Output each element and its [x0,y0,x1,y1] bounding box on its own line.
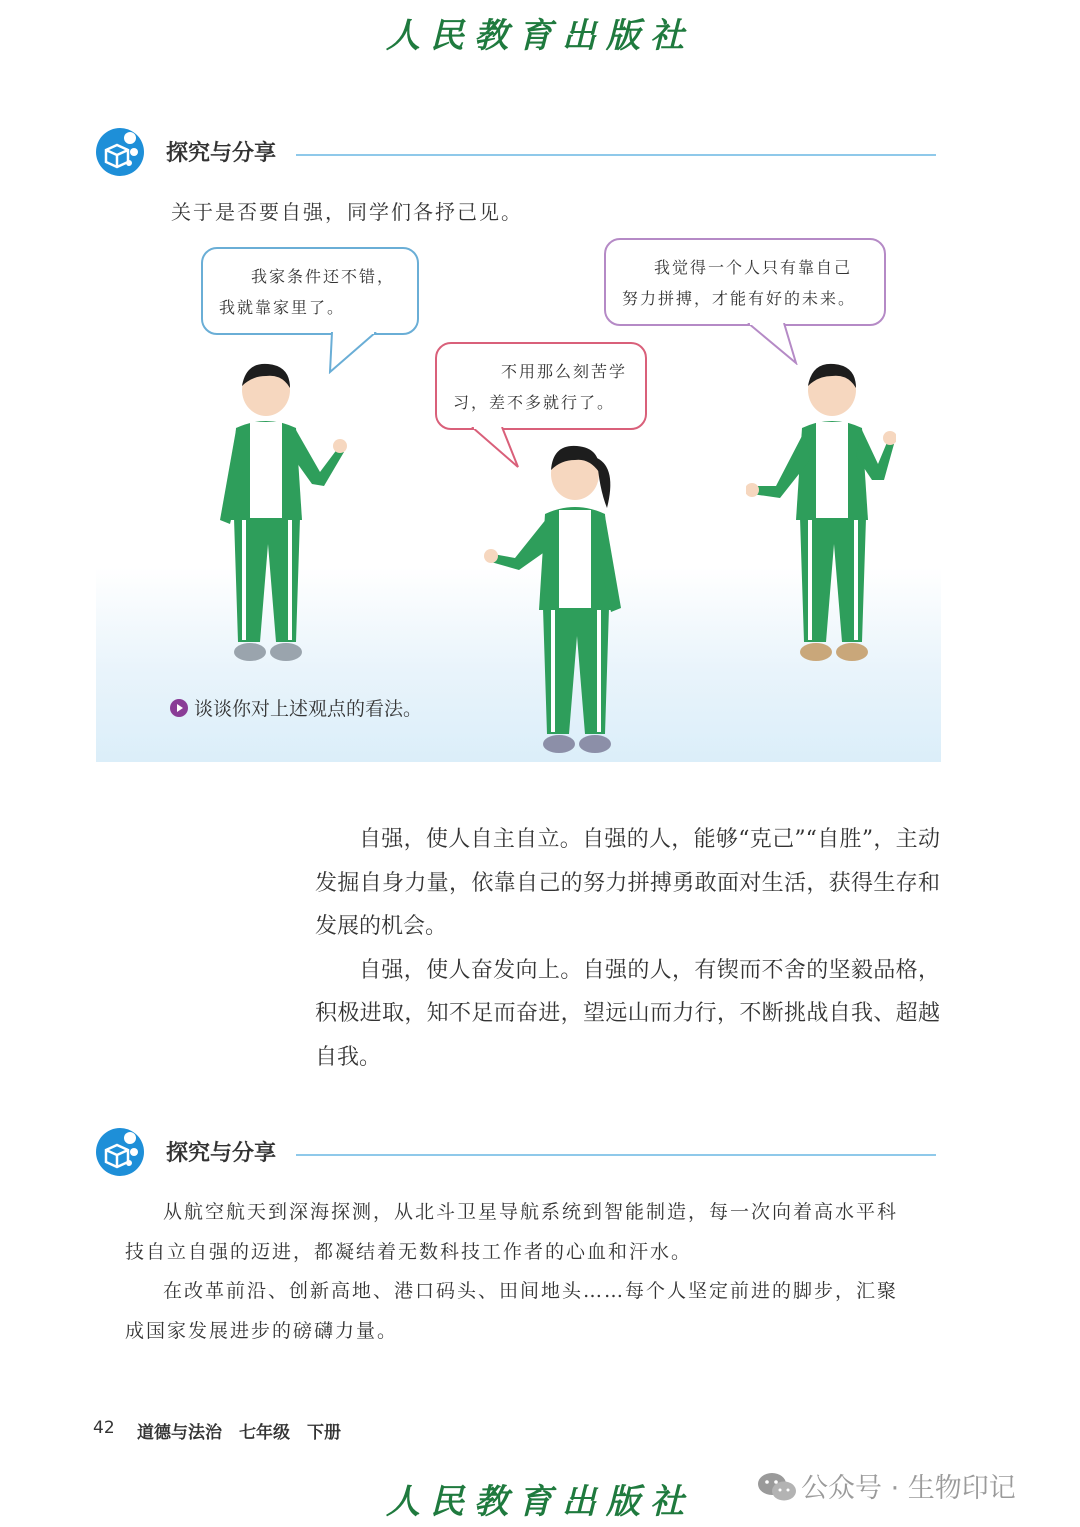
speech-text-left: 我家条件还不错，我就靠家里了。 [219,267,396,317]
speech-bubble-middle [435,342,647,430]
publisher-logo-top: 人民教育出版社 [386,16,694,56]
watermark [757,1466,1016,1505]
discussion-illustration [96,250,941,762]
speech-text-right: 我觉得一个人只有靠自己努力拼搏，才能有好的未来。 [622,258,857,308]
explore-icon [96,128,144,176]
prompt-text: 谈谈你对上述观点的看法。 [194,698,423,720]
intro-text: 关于是否要自强，同学们各抒己见。 [171,200,523,224]
discussion-prompt [170,694,422,721]
paragraph: 在改革前沿、创新高地、港口码头、田间地头……每个人坚定前进的脚步，汇聚成国家发展进步的磅礴力量。 [125,1280,899,1342]
paragraph: 自强，使人奋发向上。自强的人，有锲而不舍的坚毅品格，积极进取，知不足而奋进，望远山而力行，不断挑战自我、超越自我。 [315,957,940,1070]
section-title: 探究与分享 [166,141,277,166]
speech-bubble-right [604,238,886,326]
speech-tail-right [744,323,804,365]
publisher-logo-bottom: 人民教育出版社 [386,1482,694,1522]
paragraph: 从航空航天到深海探测，从北斗卫星导航系统到智能制造，每一次向着高水平科技自立自强的迈进，都凝结着无数科技工作者的心血和汗水。 [125,1201,899,1263]
explore-icon [96,1128,144,1176]
section-heading-1 [96,128,936,178]
student-boy-left [216,360,356,670]
wechat-icon [757,1471,797,1503]
page-number: 42 [93,1418,115,1438]
play-bullet-icon [170,699,188,717]
student-girl-middle [481,438,641,758]
divider-line [296,1154,936,1156]
watermark-text: 公众号 · 生物印记 [801,1473,1016,1504]
student-boy-right [746,360,896,670]
section2-text [125,1193,915,1351]
paragraph: 自强，使人自主自立。自强的人，能够“克己”“自胜”，主动发掘自身力量，依靠自己的努力拼搏勇敢面对生活，获得生存和发展的机会。 [315,827,940,939]
speech-bubble-left [201,247,419,335]
section-title: 探究与分享 [166,1141,277,1166]
main-body-text [315,818,940,1079]
divider-line [296,154,936,156]
speech-text-middle: 不用那么刻苦学习，差不多就行了。 [453,362,628,412]
book-title: 道德与法治 七年级 下册 [137,1423,341,1443]
section-heading-2 [96,1128,936,1178]
